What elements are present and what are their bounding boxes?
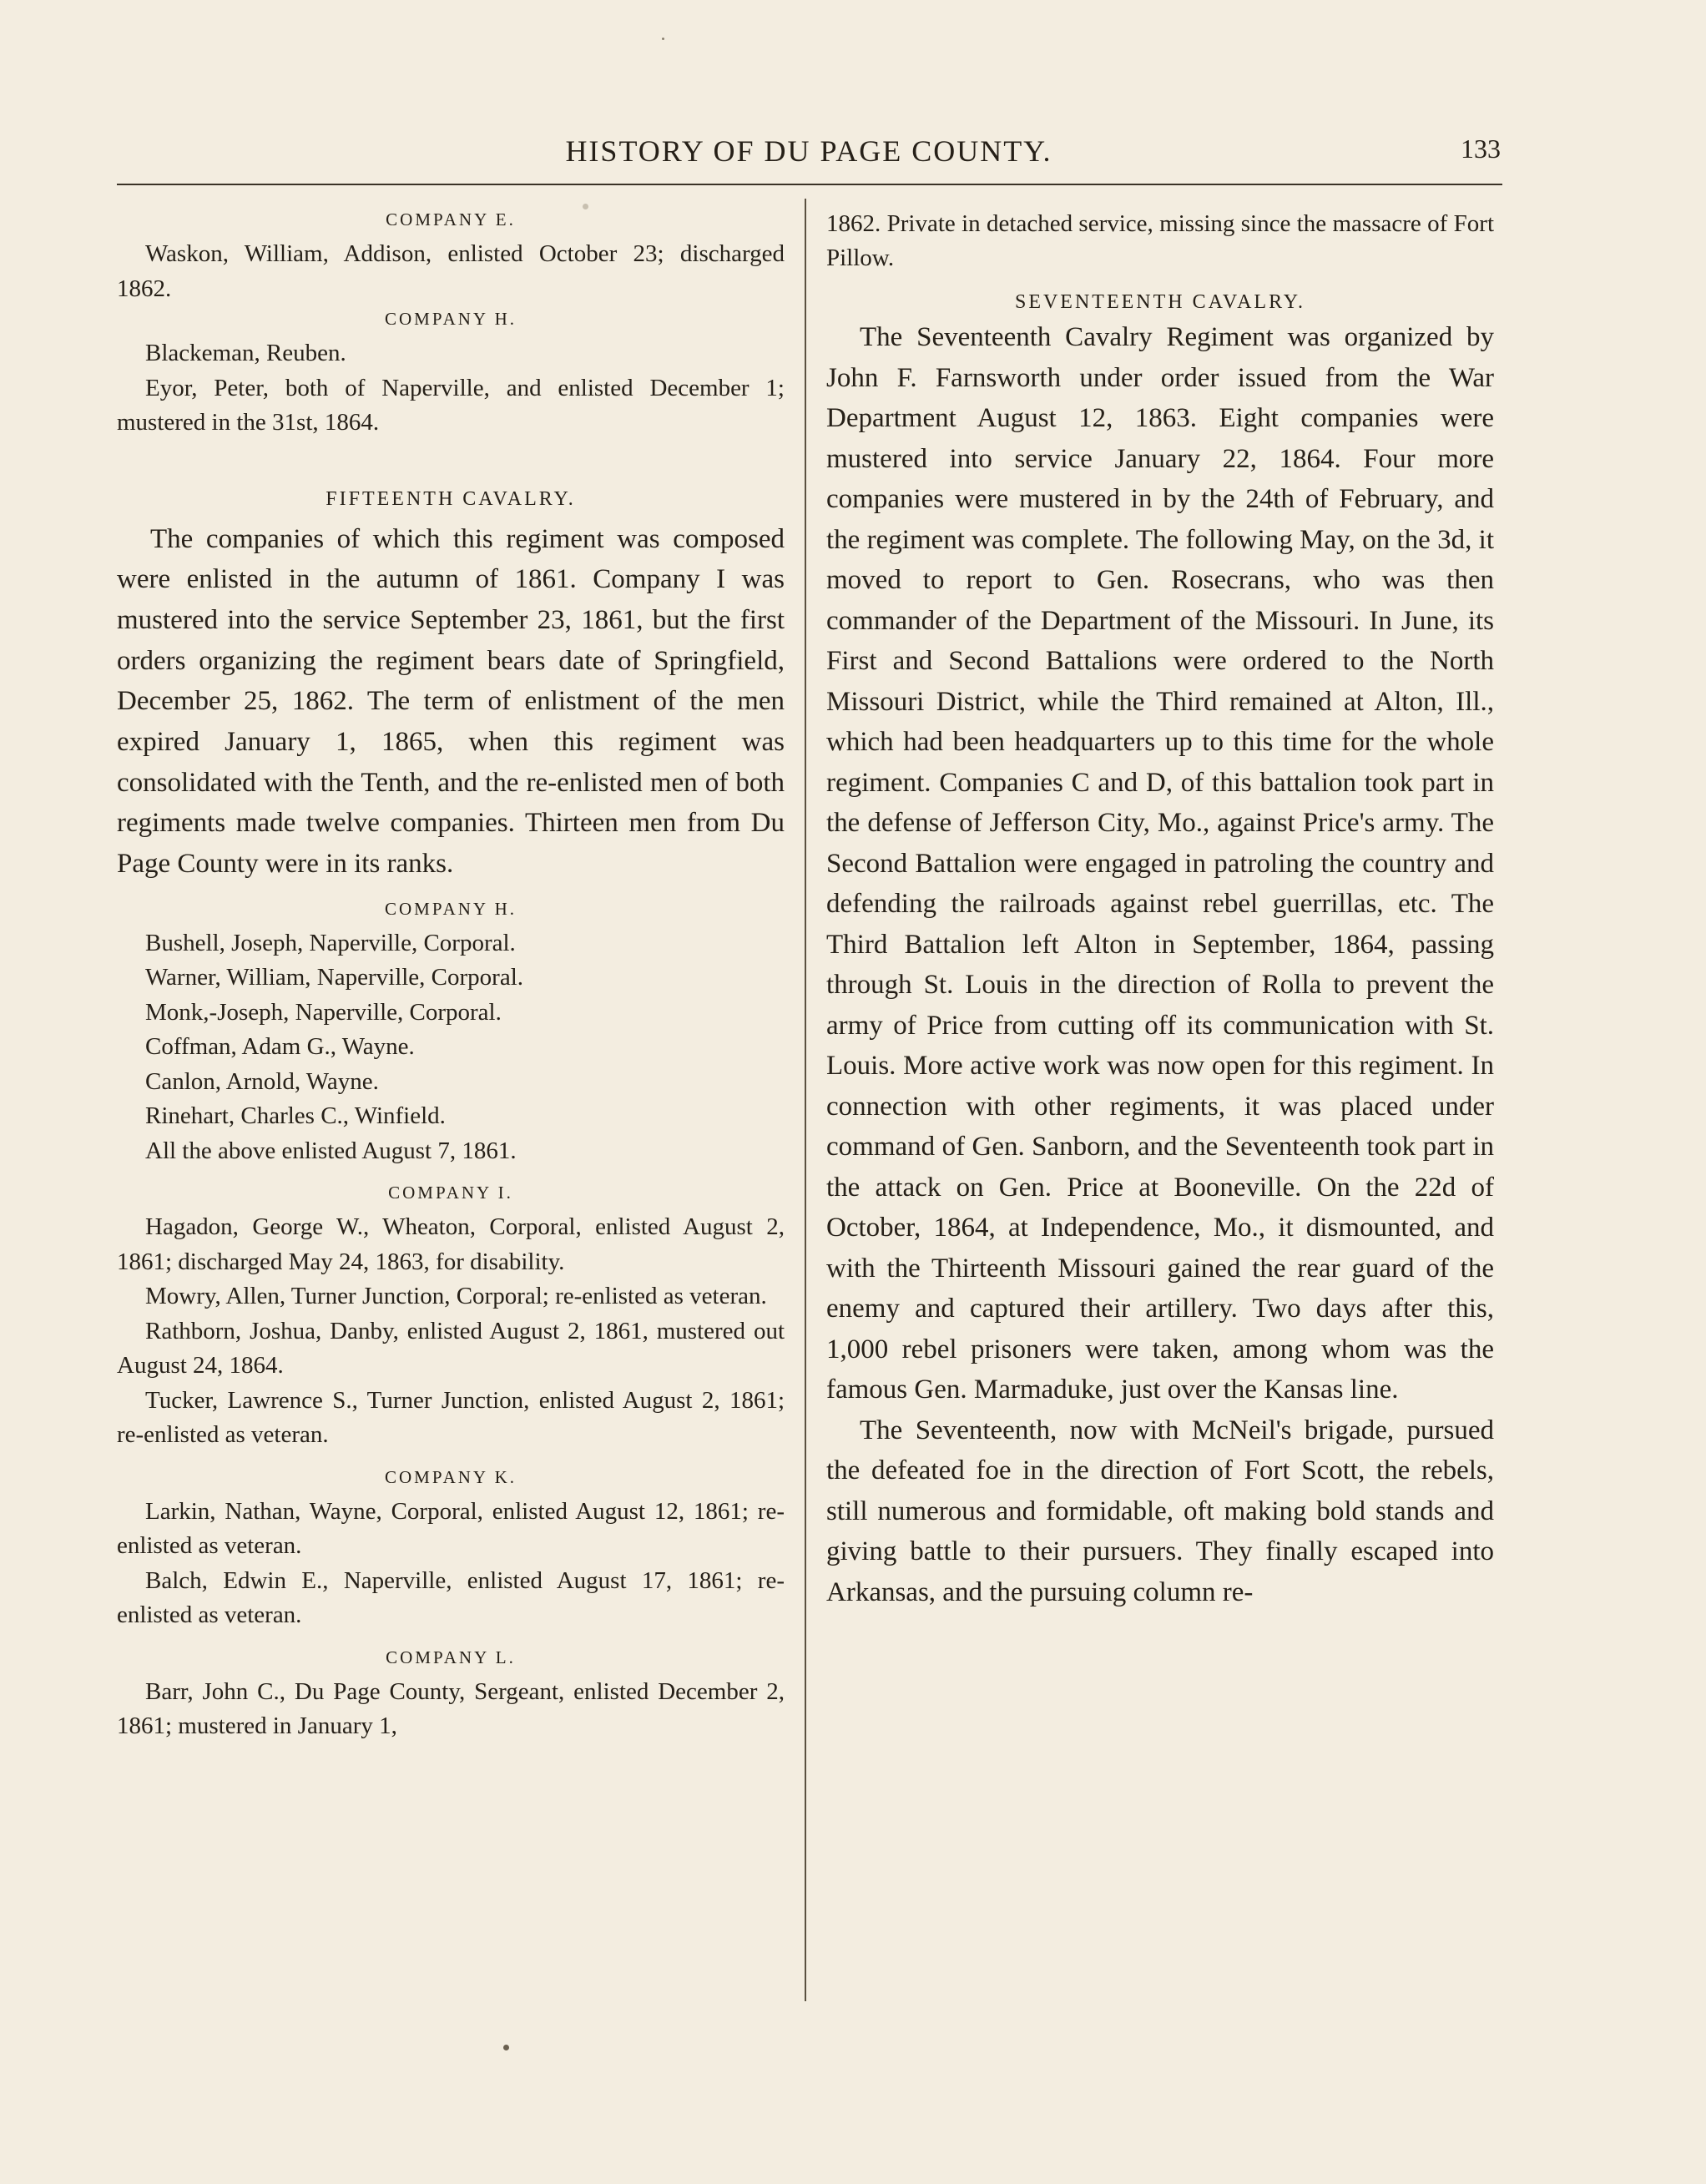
running-head — [117, 134, 1501, 180]
header-rule — [117, 184, 1502, 185]
spacer — [117, 441, 785, 484]
roster-entry: Blackeman, Reuben. — [145, 340, 346, 366]
company-h-heading: COMPANY H. — [385, 309, 517, 329]
spacer — [826, 275, 1494, 287]
company-e-heading: COMPANY E. — [386, 209, 516, 229]
fifteenth-cavalry-heading: FIFTEENTH CAVALRY. — [326, 487, 576, 510]
seventeenth-cavalry-paragraph-2: The Seventeenth, now with McNeil's brigade, pursued the defeated foe in the direction of Fort Scott, the rebels, still numerous and formidable, oft making bold stands and giving battle to their pursuers. They finally escaped into Arkansas, and the pursuing column re- — [826, 1415, 1494, 1607]
roster-entry: Larkin, Nathan, Wayne, Corporal, enlisted August 12, 1861; re-enlisted as veteran. — [117, 1497, 785, 1560]
roster-entry: Monk,-Joseph, Naperville, Corporal. — [145, 998, 502, 1026]
roster-entry: Bushell, Joseph, Naperville, Corporal. — [145, 929, 516, 956]
paper-speck — [662, 38, 664, 40]
company-k-heading: COMPANY K. — [385, 1466, 517, 1487]
paper-speck — [583, 204, 588, 209]
page-number: 133 — [1461, 134, 1501, 164]
left-column — [117, 207, 785, 1744]
roster-entry: Hagadon, George W., Wheaton, Corporal, enlisted August 2, 1861; discharged May 24, 1863, for disability. — [117, 1213, 785, 1275]
roster-entry: Tucker, Lawrence S., Turner Junction, enlisted August 2, 1861; re-enlisted as veteran. — [117, 1386, 785, 1449]
column-divider — [805, 199, 806, 2001]
roster-entry: Rinehart, Charles C., Winfield. — [145, 1102, 446, 1130]
roster-entry: Waskon, William, Addison, enlisted October 23; discharged 1862. — [117, 240, 785, 302]
roster-entry: All the above enlisted August 7, 1861. — [145, 1137, 517, 1164]
company-l-heading: COMPANY L. — [386, 1647, 516, 1667]
roster-entry: Mowry, Allen, Turner Junction, Corporal; re-enlisted as veteran. — [145, 1283, 767, 1310]
seventeenth-cavalry-paragraph-1: The Seventeenth Cavalry Regiment was organized by John F. Farnsworth under order issued from the War Department August 12, 1863. Eight companies were mustered into service January 22, 1864. Four more companies were mustered in by the 24th of February, and the regiment was complete. The following May, on the 3d, it moved to report to Gen. Rosecrans, who was then commander of the Department of the Missouri. In June, its First and Second Battalions were ordered to the North Missouri District, while the Third remained at Alton, Ill., which had been headquarters up to this time for the whole regiment. Companies C and D, of this battalion took part in the defense of Jefferson City, Mo., against Price's army. The Second Battalion were engaged in patroling the country and defending the railroads against rebel guerrillas, etc. The Third Battalion left Alton in September, 1864, passing through St. Louis in the direction of Rolla to prevent the army of Price from cutting off its communication with St. Louis. More active work was now open for this regiment. In connection with other regiments, it was placed under command of Gen. Sanborn, and the Seventeenth took part in the attack on Gen. Price at Booneville. On the 22d of October, 1864, at Independence, Mo., it dismounted, and with the Thirteenth Missouri gained the rear guard of the enemy and captured their artillery. Two days after this, 1,000 rebel prisoners were taken, among whom was the famous Gen. Marmaduke, just over the Kansas line. — [826, 322, 1494, 1405]
spacer — [117, 1168, 785, 1180]
seventeenth-cavalry-heading: SEVENTEENTH CAVALRY. — [1014, 291, 1306, 313]
right-column — [826, 207, 1494, 1612]
company-i-heading: COMPANY I. — [388, 1183, 513, 1203]
company-h-heading: COMPANY H. — [385, 898, 517, 919]
roster-entry: Eyor, Peter, both of Naperville, and enlisted December 1; mustered in the 31st, 1864. — [117, 374, 785, 436]
roster-entry: Canlon, Arnold, Wayne. — [145, 1067, 379, 1095]
fifteenth-cavalry-paragraph: The companies of which this regiment was composed were enlisted in the autumn of 1861. Company I was mustered into the service September 23, 1861, but the first orders organizing the regiment bears date of Springfield, December 25, 1862. The term of enlistment of the men expired January 1, 1865, when this regiment was consolidated with the Tenth, and the re-enlisted men of both regiments made twelve companies. Thirteen men from Du Page County were in its ranks. — [117, 523, 785, 880]
roster-entry: Balch, Edwin E., Naperville, enlisted August 17, 1861; re-enlisted as veteran. — [117, 1566, 785, 1629]
continued-entry: 1862. Private in detached service, missing since the massacre of Fort Pillow. — [826, 210, 1494, 271]
spacer — [117, 1633, 785, 1645]
spacer — [117, 1453, 785, 1465]
roster-entry: Coffman, Adam G., Wayne. — [145, 1033, 415, 1061]
roster-entry: Rathborn, Joshua, Danby, enlisted August 2, 1861, mustered out August 24, 1864. — [117, 1317, 785, 1380]
running-title: HISTORY OF DU PAGE COUNTY. — [565, 134, 1052, 168]
paper-speck — [503, 2045, 509, 2050]
spacer — [117, 885, 785, 896]
roster-entry: Barr, John C., Du Page County, Sergeant, enlisted December 2, 1861; mustered in January 1, — [117, 1677, 785, 1740]
roster-entry: Warner, William, Naperville, Corporal. — [145, 964, 524, 991]
